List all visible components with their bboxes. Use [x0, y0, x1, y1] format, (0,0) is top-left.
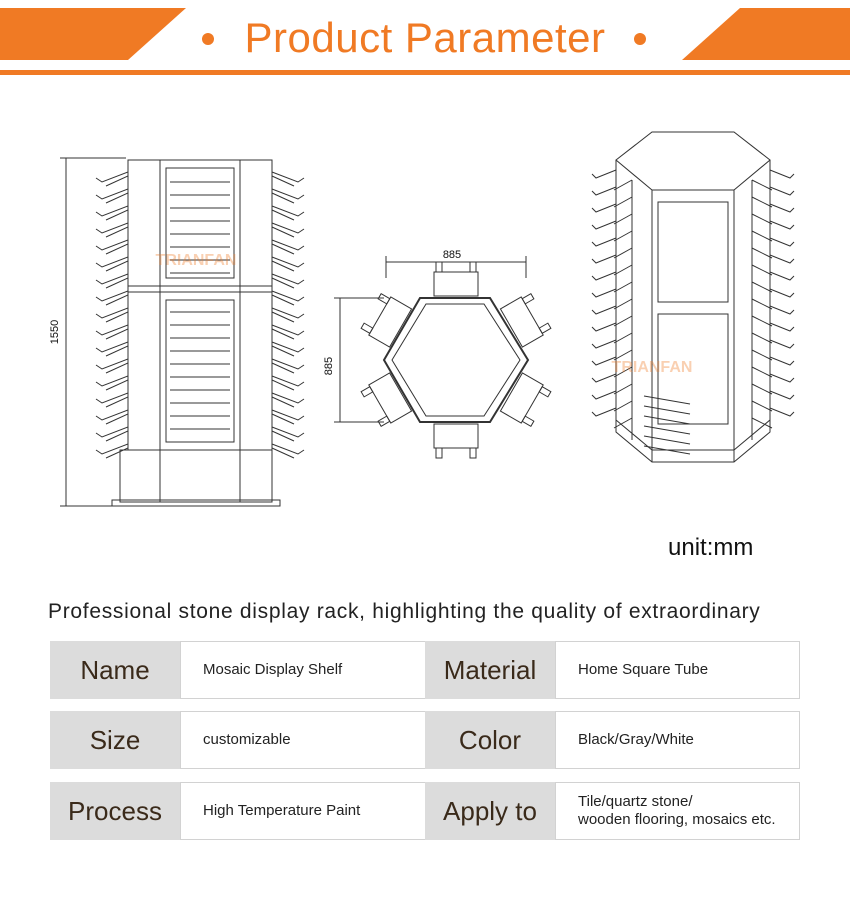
persp-hook-left-inner — [614, 282, 632, 292]
hook-left — [96, 427, 128, 437]
spec-value-process: High Temperature Paint — [180, 782, 426, 840]
spec-value-name: Mosaic Display Shelf — [180, 641, 426, 699]
persp-front-hook — [644, 426, 690, 434]
hook-left-brace — [106, 210, 128, 220]
hook-left-brace — [106, 414, 128, 424]
persp-hook-right — [770, 289, 794, 297]
persp-hook-right — [770, 221, 794, 229]
hook-right — [272, 393, 304, 403]
hook-right — [272, 410, 304, 420]
hook-right-brace — [272, 244, 294, 254]
front-view-drawing — [60, 158, 280, 506]
perspective-view-hooks — [592, 170, 794, 454]
hook-left-brace — [106, 193, 128, 203]
spec-value-color: Black/Gray/White — [555, 711, 800, 769]
hook-right — [272, 325, 304, 335]
hook-left — [96, 308, 128, 318]
page-title: Product Parameter — [244, 14, 606, 61]
persp-hook-left-inner — [614, 316, 632, 326]
header-underline — [0, 70, 850, 75]
hook-left — [96, 257, 128, 267]
persp-hook-left-inner — [614, 265, 632, 275]
persp-hook-right-inner — [752, 248, 772, 258]
persp-hook-left — [592, 340, 616, 348]
spec-row-2 — [50, 711, 800, 769]
persp-hook-left-inner — [614, 197, 632, 207]
hook-right-brace — [272, 397, 294, 407]
persp-hook-right-inner — [752, 299, 772, 309]
hook-left — [96, 444, 128, 454]
persp-hook-left-inner — [614, 214, 632, 224]
persp-hook-left — [592, 408, 616, 416]
persp-hook-right-inner — [752, 316, 772, 326]
persp-front-hook — [644, 416, 690, 424]
hook-right — [272, 444, 304, 454]
hook-right-brace — [272, 261, 294, 271]
persp-hook-right-inner — [752, 265, 772, 275]
persp-hook-left — [592, 170, 616, 178]
hook-left — [96, 206, 128, 216]
persp-hook-left-inner — [614, 180, 632, 190]
hook-left-brace — [106, 312, 128, 322]
front-view-shelves — [170, 182, 230, 429]
top-view-drawing — [334, 256, 528, 422]
hook-right — [272, 308, 304, 318]
persp-hook-right-inner — [752, 384, 772, 394]
persp-hook-right — [770, 187, 794, 195]
persp-hook-left — [592, 221, 616, 229]
persp-hook-left — [592, 323, 616, 331]
spec-label-name: Name — [50, 641, 180, 699]
persp-hook-right — [770, 272, 794, 280]
persp-hook-right — [770, 170, 794, 178]
persp-hook-right-inner — [752, 350, 772, 360]
arm-tab — [378, 416, 390, 426]
hook-right — [272, 427, 304, 437]
tagline: Professional stone display rack, highlighting the quality of extraordinary — [48, 600, 761, 623]
persp-hook-left — [592, 255, 616, 263]
hook-left — [96, 359, 128, 369]
arm-tab — [361, 323, 373, 333]
spec-label-size: Size — [50, 711, 180, 769]
hook-right-brace — [272, 448, 294, 458]
hook-right-brace — [272, 329, 294, 339]
hook-right — [272, 206, 304, 216]
arm-tab — [522, 416, 534, 426]
arm-bracket — [360, 373, 411, 428]
persp-hook-right — [770, 374, 794, 382]
arm-plate — [434, 272, 478, 296]
hook-right-brace — [272, 380, 294, 390]
hook-left-brace — [106, 261, 128, 271]
hook-left-brace — [106, 244, 128, 254]
arm-bracket — [500, 373, 551, 428]
arm-tab — [436, 448, 442, 458]
persp-hook-right — [770, 306, 794, 314]
hook-left-brace — [106, 363, 128, 373]
arm-bracket — [360, 292, 411, 347]
hook-right-brace — [272, 278, 294, 288]
hook-left — [96, 240, 128, 250]
spec-label-material: Material — [425, 641, 555, 699]
hook-right-brace — [272, 210, 294, 220]
hook-left — [96, 274, 128, 284]
persp-hook-left — [592, 272, 616, 280]
arm-tab — [470, 262, 476, 272]
hook-right — [272, 257, 304, 267]
technical-drawings — [0, 90, 850, 530]
arm-tab — [436, 262, 442, 272]
persp-hook-right-inner — [752, 214, 772, 224]
spec-label-process: Process — [50, 782, 180, 840]
hook-right — [272, 376, 304, 386]
hook-right — [272, 172, 304, 182]
hook-right — [272, 223, 304, 233]
persp-hook-right-inner — [752, 231, 772, 241]
persp-hook-right — [770, 255, 794, 263]
persp-hook-left — [592, 204, 616, 212]
perspective-view-drawing — [616, 132, 770, 462]
persp-hook-right-inner — [752, 197, 772, 207]
persp-hook-left — [592, 391, 616, 399]
persp-hook-left-inner — [614, 333, 632, 343]
top-view-arms — [360, 262, 552, 458]
hook-left — [96, 291, 128, 301]
persp-hook-right-inner — [752, 367, 772, 377]
persp-hook-right — [770, 238, 794, 246]
arm-tab — [378, 294, 390, 304]
front-height-dimension: 1550 — [49, 319, 61, 345]
hook-left-brace — [106, 431, 128, 441]
arm-tab — [539, 387, 551, 397]
persp-front-hook — [644, 436, 690, 444]
hook-left-brace — [106, 176, 128, 186]
hook-right-brace — [272, 193, 294, 203]
hook-left-brace — [106, 227, 128, 237]
hook-left-brace — [106, 448, 128, 458]
watermark-perspective: TRIANFAN — [611, 359, 693, 376]
arm-plate — [434, 424, 478, 448]
hook-right — [272, 240, 304, 250]
hook-left — [96, 410, 128, 420]
hook-left — [96, 342, 128, 352]
hook-left-brace — [106, 397, 128, 407]
arm-bracket — [434, 262, 478, 296]
hook-left-brace — [106, 295, 128, 305]
persp-hook-left — [592, 306, 616, 314]
spec-label-color: Color — [425, 711, 555, 769]
arm-tab — [470, 448, 476, 458]
hook-right-brace — [272, 295, 294, 305]
hook-left-brace — [106, 278, 128, 288]
hook-left — [96, 325, 128, 335]
hook-right-brace — [272, 227, 294, 237]
persp-hook-right — [770, 391, 794, 399]
hook-right-brace — [272, 363, 294, 373]
top-height-dimension: 885 — [323, 356, 335, 376]
persp-hook-left-inner — [614, 401, 632, 411]
watermark-front: TRIANFAN — [155, 252, 237, 269]
persp-hook-right-inner — [752, 180, 772, 190]
hook-left — [96, 393, 128, 403]
hook-right-brace — [272, 431, 294, 441]
persp-front-hook — [644, 396, 690, 404]
section-header — [0, 0, 850, 78]
title-dot-right — [634, 33, 646, 45]
persp-hook-left-inner — [614, 248, 632, 258]
spec-row-3 — [50, 782, 800, 840]
hook-right — [272, 359, 304, 369]
spec-row-1 — [50, 641, 800, 699]
hook-right — [272, 189, 304, 199]
persp-hook-right — [770, 357, 794, 365]
top-width-dimension: 885 — [442, 249, 462, 261]
hook-right — [272, 342, 304, 352]
persp-hook-left-inner — [614, 418, 632, 428]
persp-hook-right — [770, 408, 794, 416]
persp-front-hook — [644, 406, 690, 414]
persp-hook-right — [770, 204, 794, 212]
hook-left-brace — [106, 380, 128, 390]
spec-label-apply-to: Apply to — [425, 782, 555, 840]
hook-left — [96, 189, 128, 199]
persp-hook-left-inner — [614, 299, 632, 309]
hook-right — [272, 291, 304, 301]
persp-hook-right — [770, 340, 794, 348]
hook-left-brace — [106, 346, 128, 356]
hook-left — [96, 376, 128, 386]
persp-hook-left-inner — [614, 384, 632, 394]
persp-hook-left-inner — [614, 231, 632, 241]
persp-hook-right — [770, 323, 794, 331]
hook-right — [272, 274, 304, 284]
unit-label: unit:mm — [668, 534, 754, 561]
arm-bracket — [500, 292, 551, 347]
arm-tab — [539, 323, 551, 333]
arm-tab — [522, 294, 534, 304]
persp-hook-left — [592, 187, 616, 195]
hook-left — [96, 223, 128, 233]
arm-tab — [361, 387, 373, 397]
front-view-hooks — [96, 172, 304, 458]
persp-hook-right-inner — [752, 282, 772, 292]
hook-right-brace — [272, 176, 294, 186]
persp-hook-right-inner — [752, 401, 772, 411]
hook-right-brace — [272, 414, 294, 424]
persp-hook-left — [592, 238, 616, 246]
persp-hook-left — [592, 289, 616, 297]
hook-left-brace — [106, 329, 128, 339]
hook-left — [96, 172, 128, 182]
hook-right-brace — [272, 346, 294, 356]
persp-hook-right-inner — [752, 333, 772, 343]
spec-value-size: customizable — [180, 711, 426, 769]
spec-value-apply-to: Tile/quartz stone/ wooden flooring, mosaics etc. — [555, 782, 800, 840]
spec-value-material: Home Square Tube — [555, 641, 800, 699]
hook-right-brace — [272, 312, 294, 322]
arm-bracket — [434, 424, 478, 458]
